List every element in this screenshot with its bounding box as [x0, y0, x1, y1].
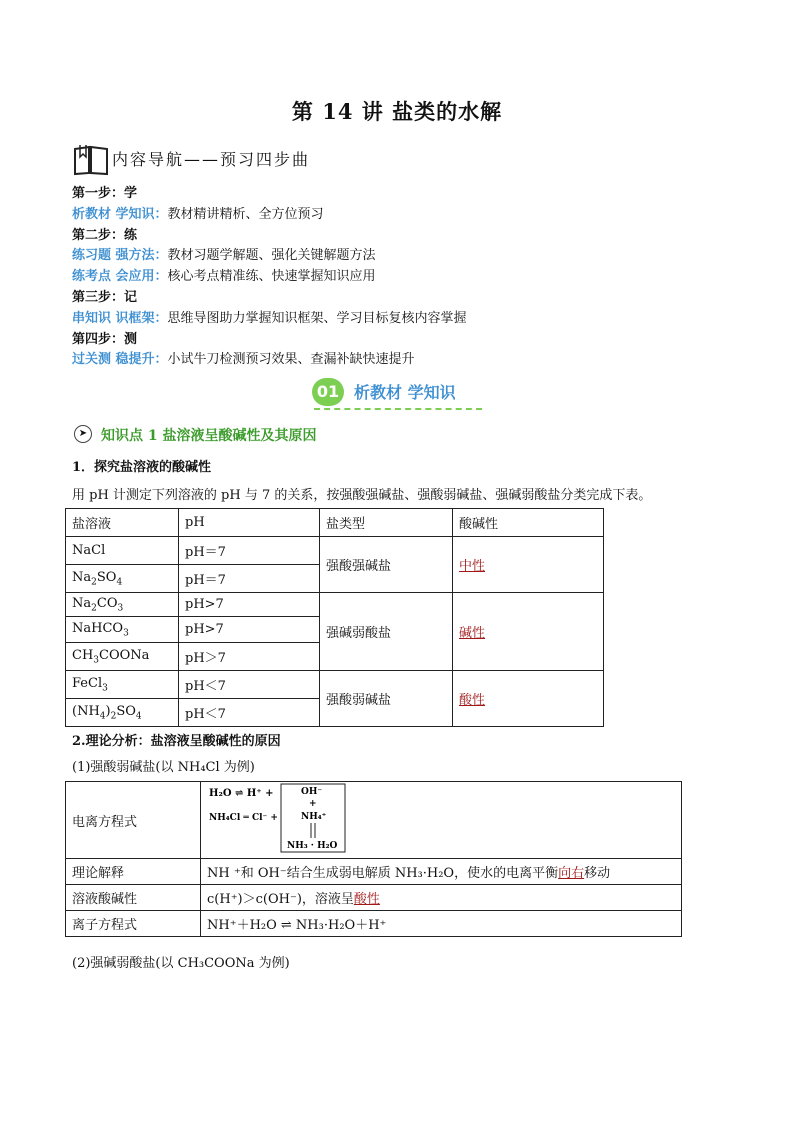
step-desc: 思维导图助力掌握知识框架、学习目标复核内容掌握	[167, 310, 467, 326]
case-1-label: (1)强酸弱碱盐(以 NH₄Cl 为例)	[72, 760, 255, 775]
salt-cell: $Na_2SO_4$	[66, 565, 179, 593]
knowledge-point-title: 知识点 1 盐溶液呈酸碱性及其原因	[101, 428, 317, 444]
row-label: 理论解释	[66, 859, 201, 885]
row-label: 离子方程式	[66, 911, 201, 937]
case-2-label: (2)强碱弱酸盐(以 CH₃COONa 为例)	[72, 956, 290, 971]
step-item	[72, 348, 415, 367]
step-desc: 核心考点精准练、快速掌握知识应用	[167, 269, 376, 285]
step-heading	[72, 328, 137, 347]
section-divider	[314, 408, 482, 410]
step-label: 第四步：测	[72, 331, 138, 347]
section-title: 析教材 学知识	[354, 383, 456, 402]
svg-text:H₂O ⇌ H⁺ +: H₂O ⇌ H⁺ +	[209, 788, 274, 799]
salt-cell: NaCl	[66, 537, 179, 565]
nature-answer: 酸性	[459, 693, 486, 708]
salt-cell: $CH_3COONa$	[66, 643, 179, 671]
svg-text:NH₄Cl ═ Cl⁻ +: NH₄Cl ═ Cl⁻ +	[209, 813, 278, 823]
step-item	[72, 307, 467, 326]
acidity-cell: c(H⁺)＞c(OH⁻)，溶液呈酸性	[201, 885, 682, 911]
ph-cell: pH＜7	[179, 671, 320, 699]
salt-cell: $Na_2CO_3$	[66, 593, 179, 617]
ph-cell: pH>7	[179, 617, 320, 643]
arrow-circle-icon: ➤	[74, 425, 92, 443]
table-header: 酸碱性	[453, 509, 604, 537]
acidity-answer: 酸性	[353, 892, 380, 907]
salt-table	[65, 508, 604, 727]
book-icon	[72, 141, 110, 177]
step-item	[72, 203, 324, 222]
svg-text:+: +	[309, 799, 317, 809]
salt-cell: $(NH_4)_2SO_4$	[66, 699, 179, 727]
step-desc: 教材精讲精析、全方位预习	[167, 206, 324, 222]
svg-text:OH⁻: OH⁻	[301, 787, 323, 797]
svg-text:NH₄⁺: NH₄⁺	[301, 812, 327, 822]
ph-cell: pH＜7	[179, 699, 320, 727]
step-desc: 小试牛刀检测预习效果、查漏补缺快速提升	[167, 352, 415, 368]
ionic-equation-cell: NH⁺＋H₂O ⇌ NH₃·H₂O＋H⁺	[201, 911, 682, 937]
table-header: 盐溶液	[66, 509, 179, 537]
ph-cell: pH＝7	[179, 537, 320, 565]
intro-paragraph: 用 pH 计测定下列溶液的 pH 与 7 的关系，按强酸强碱盐、强酸弱碱盐、强碱弱酸盐分类完成下表。	[72, 488, 652, 503]
nature-answer: 中性	[459, 559, 486, 574]
row-label: 溶液酸碱性	[66, 885, 201, 911]
step-tag: 过关测 稳提升：	[72, 352, 168, 368]
salt-type-cell: 强酸强碱盐	[320, 537, 453, 593]
table-header: 盐类型	[320, 509, 453, 537]
theory-cell: NH ⁺和 OH⁻结合生成弱电解质 NH₃·H₂O，使水的电离平衡向右移动	[201, 859, 682, 885]
heading-2: 2.理论分析：盐溶液呈酸碱性的原因	[72, 734, 281, 749]
section-number-badge: 01	[312, 378, 344, 406]
step-heading	[72, 224, 137, 243]
salt-type-cell: 强酸弱碱盐	[320, 671, 453, 727]
step-tag: 练考点 会应用：	[72, 269, 168, 285]
ph-cell: pH＞7	[179, 643, 320, 671]
salt-type-cell: 强碱弱酸盐	[320, 593, 453, 671]
nav-title: 内容导航——预习四步曲	[112, 150, 311, 169]
step-tag: 串知识 识框架：	[72, 310, 168, 326]
salt-cell: NaHCO$_3$	[66, 617, 179, 643]
salt-cell: FeCl$_3$	[66, 671, 179, 699]
step-item	[72, 244, 376, 263]
step-tag: 练习题 强方法：	[72, 248, 168, 264]
theory-answer: 向右	[558, 866, 585, 881]
step-heading	[72, 286, 137, 305]
ionization-equation-figure	[201, 782, 682, 859]
table-header: pH	[179, 509, 320, 537]
step-label: 第一步：学	[72, 186, 138, 201]
heading-1: 1．探究盐溶液的酸碱性	[72, 460, 212, 475]
step-tag: 析教材 学知识：	[72, 206, 168, 222]
nature-answer: 碱性	[459, 626, 486, 641]
step-desc: 教材习题学解题、强化关键解题方法	[167, 248, 376, 264]
ph-cell: pH>7	[179, 593, 320, 617]
step-label: 第三步：记	[72, 290, 138, 305]
page-title: 第 14 讲 盐类的水解	[291, 99, 503, 124]
step-heading	[72, 182, 137, 201]
step-label: 第二步：练	[72, 227, 138, 243]
row-label: 电离方程式	[66, 782, 201, 859]
ionization-diagram	[207, 782, 367, 854]
svg-text:NH₃ · H₂O: NH₃ · H₂O	[287, 841, 338, 851]
ph-cell: pH＝7	[179, 565, 320, 593]
step-item	[72, 265, 376, 284]
analysis-table	[65, 781, 682, 937]
